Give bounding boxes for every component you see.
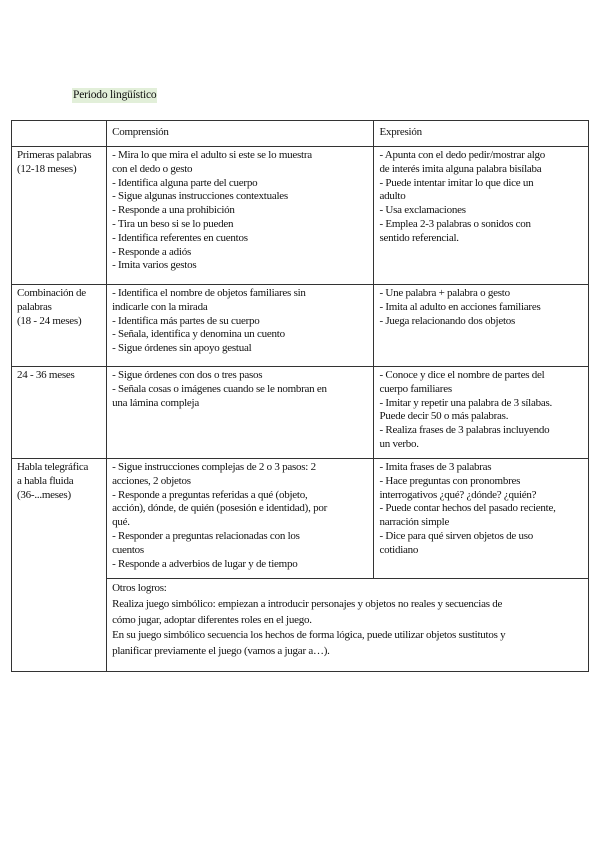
cell-line: 24 - 36 meses (17, 369, 75, 381)
cell-line: - Puede intentar imitar lo que dice un (379, 176, 534, 189)
header-empty (12, 121, 107, 147)
cell-line: cuentos (112, 543, 144, 556)
period-cell (12, 147, 107, 285)
table-row (12, 147, 589, 285)
cell-line: - Identifica el nombre de objetos familiares sin (112, 287, 306, 299)
language-development-table (11, 120, 589, 672)
cell-line: cuerpo familiares (379, 382, 452, 395)
cell-line: - Realiza frases de 3 palabras incluyendo (379, 424, 550, 437)
cell-line: - Apunta con el dedo pedir/mostrar algo (379, 149, 546, 161)
cell-line: - Responde a una prohibición (112, 204, 235, 217)
cell-line: - Señala cosas o imágenes cuando se le nombran en (112, 382, 327, 395)
expresion-cell (374, 459, 589, 579)
cell-line: Combinación de (17, 287, 86, 299)
cell-line: Primeras palabras (17, 149, 92, 161)
cell-line: - Identifica referentes en cuentos (112, 231, 248, 244)
cell-line: Realiza juego simbólico: empiezan a introducir personajes y objetos no reales y secuencias de (112, 597, 503, 610)
document-title: Periodo lingüístico (73, 89, 157, 101)
cell-line: - Identifica más partes de su cuerpo (112, 314, 260, 327)
cell-line: - Imita frases de 3 palabras (379, 461, 492, 473)
cell-line: - Sigue instrucciones complejas de 2 o 3 pasos: 2 (112, 461, 316, 473)
header-comprension: Comprensión (107, 121, 374, 147)
cell-line: Puede decir 50 o más palabras. (379, 410, 509, 423)
header-expresion: Expresión (374, 121, 589, 147)
cell-line: - Puede contar hechos del pasado reciente, (379, 502, 556, 515)
cell-line: sentido referencial. (379, 231, 459, 244)
cell-line: - Sigue órdenes sin apoyo gestual (112, 342, 252, 355)
cell-line: - Responde a preguntas referidas a qué (objeto, (112, 488, 308, 501)
cell-line: - Dice para qué sirven objetos de uso (379, 529, 534, 542)
period-cell (12, 367, 107, 459)
cell-line: - Imitar y repetir una palabra de 3 sílabas. (379, 396, 553, 409)
cell-line: un verbo. (379, 437, 419, 450)
cell-line: - Señala, identifica y denomina un cuento (112, 328, 285, 341)
cell-line: a habla fluida (17, 474, 74, 487)
cell-line: - Imita varios gestos (112, 259, 197, 272)
cell-line: - Imita al adulto en acciones familiares (379, 300, 541, 313)
cell-line: - Sigue algunas instrucciones contextuales (112, 190, 288, 203)
cell-line: indicarle con la mirada (112, 300, 208, 313)
cell-line: - Responde a adiós (112, 245, 192, 258)
cell-line: adulto (379, 190, 406, 203)
cell-line: cómo jugar, adoptar diferentes roles en el juego. (112, 613, 312, 626)
cell-line: palabras (17, 300, 52, 313)
expresion-cell (374, 285, 589, 367)
cell-line: En su juego simbólico secuencia los hechos de forma lógica, puede utilizar objetos sustitutos y (112, 629, 506, 642)
header-row (12, 121, 589, 147)
cell-line: narración simple (379, 516, 450, 529)
cell-line: interrogativos ¿qué? ¿dónde? ¿quién? (379, 488, 537, 501)
cell-line: - Une palabra + palabra o gesto (379, 287, 510, 299)
cell-line: con el dedo o gesto (112, 162, 193, 175)
cell-line: - Conoce y dice el nombre de partes del (379, 369, 545, 381)
comprension-cell (107, 367, 374, 459)
table-row (12, 285, 589, 367)
period-cell (12, 459, 107, 672)
cell-line: acción), dónde, de quién (posesión e identidad), por (112, 502, 327, 515)
comprension-cell (107, 459, 374, 579)
cell-line: planificar previamente el juego (vamos a jugar a…). (112, 645, 330, 658)
table-row (12, 367, 589, 459)
cell-line: - Usa exclamaciones (379, 204, 466, 217)
comprension-cell (107, 147, 374, 285)
cell-line: Habla telegráfica (17, 461, 89, 473)
cell-line: - Hace preguntas con pronombres (379, 474, 521, 487)
cell-line: qué. (112, 516, 130, 529)
cell-line: Otros logros: (112, 582, 167, 594)
cell-line: una lámina compleja (112, 396, 199, 409)
cell-line: (36-...meses) (17, 488, 71, 501)
cell-line: de interés imita alguna palabra bisílaba (379, 162, 542, 175)
cell-line: - Juega relacionando dos objetos (379, 314, 516, 327)
cell-line: cotidiano (379, 543, 419, 556)
expresion-cell (374, 147, 589, 285)
cell-line: acciones, 2 objetos (112, 474, 191, 487)
cell-line: - Responder a preguntas relacionadas con los (112, 529, 300, 542)
cell-line: - Tira un beso si se lo pueden (112, 217, 234, 230)
cell-line: - Responde a adverbios de lugar y de tiempo (112, 557, 298, 570)
cell-line: - Emplea 2-3 palabras o sonidos con (379, 217, 531, 230)
period-cell (12, 285, 107, 367)
cell-line: (18 - 24 meses) (17, 314, 82, 327)
cell-line: - Identifica alguna parte del cuerpo (112, 176, 258, 189)
table-row (12, 459, 589, 579)
comprension-cell (107, 285, 374, 367)
expresion-cell (374, 367, 589, 459)
otros-logros-cell (107, 579, 589, 672)
cell-line: - Sigue órdenes con dos o tres pasos (112, 369, 263, 381)
cell-line: - Mira lo que mira el adulto si este se lo muestra (112, 149, 312, 161)
cell-line: (12-18 meses) (17, 162, 77, 175)
